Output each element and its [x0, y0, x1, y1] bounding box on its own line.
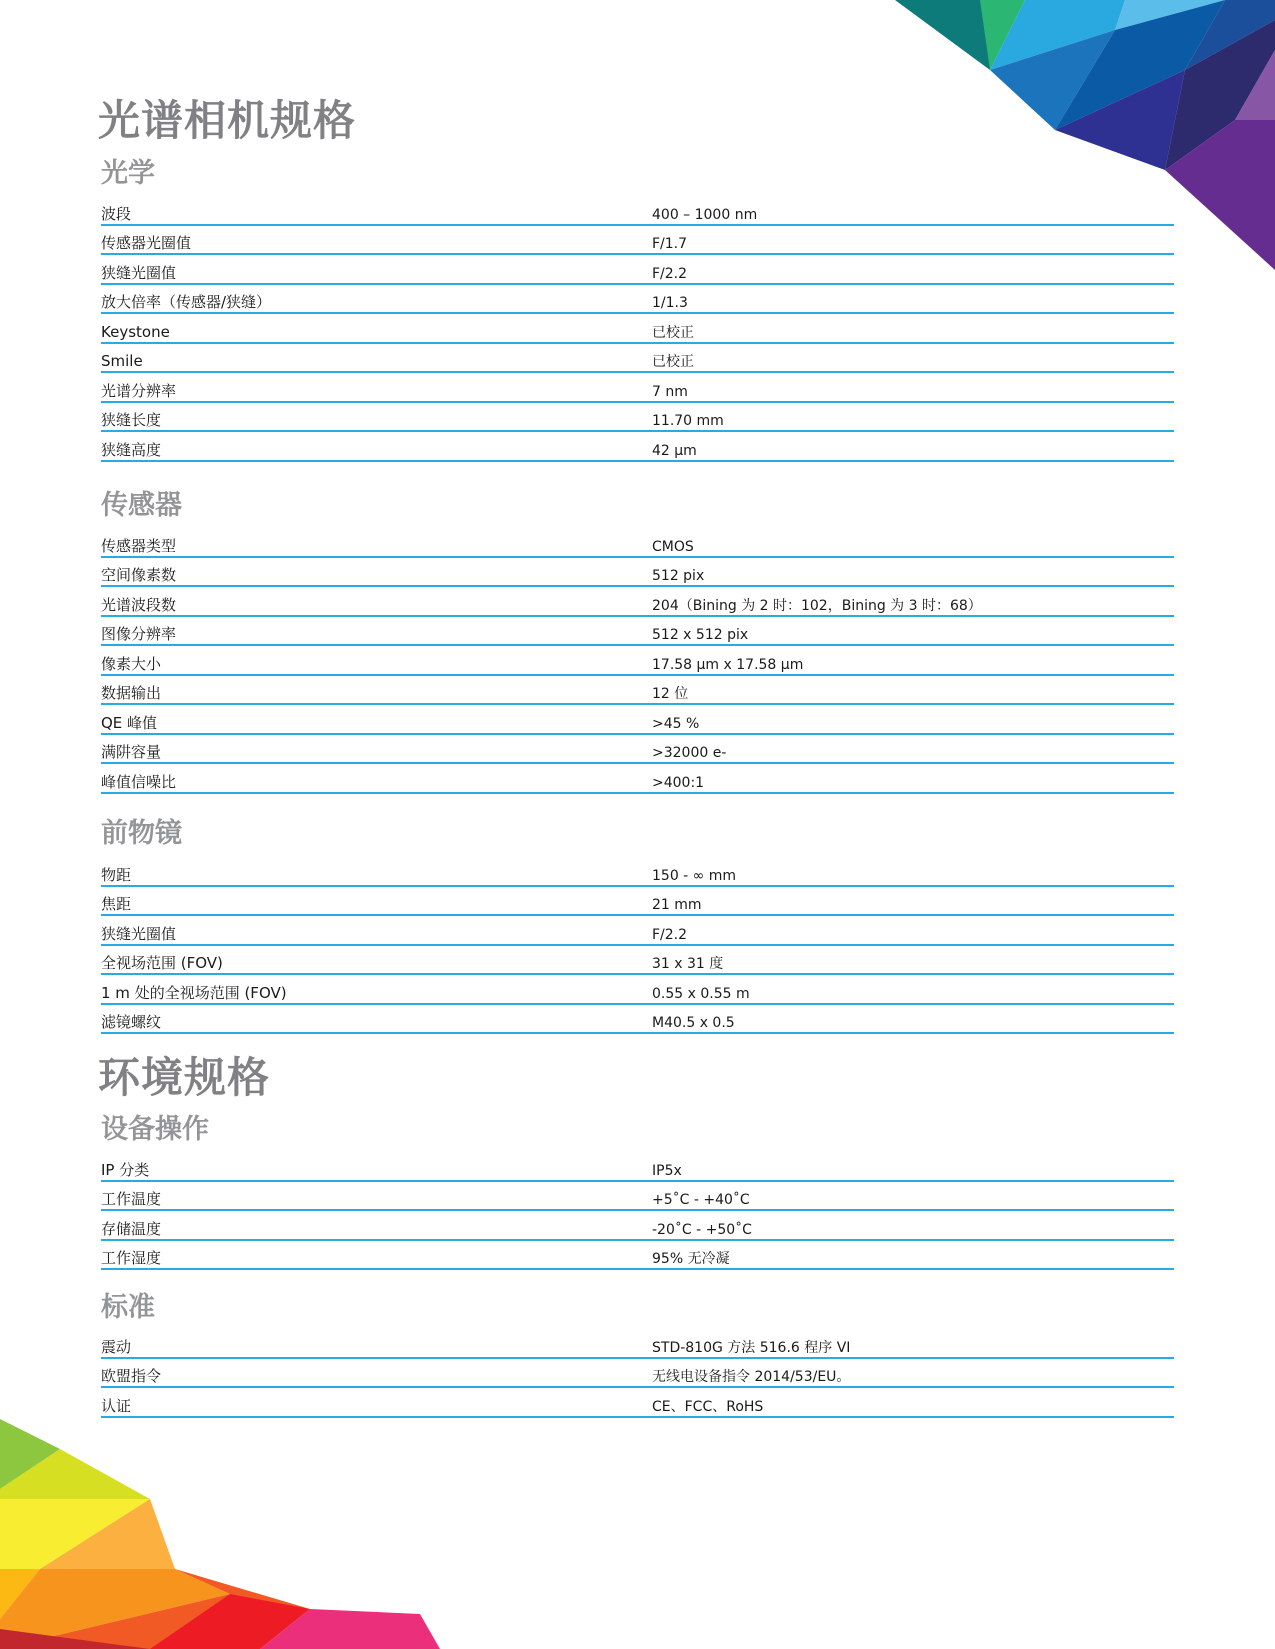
- spec-value: 12 位: [652, 686, 689, 702]
- spec-row: [101, 1388, 1174, 1418]
- spec-label: 物距: [101, 865, 132, 884]
- spec-row: [101, 558, 1174, 588]
- spec-label: 峰值信噪比: [101, 772, 177, 791]
- spec-row: [101, 587, 1174, 617]
- spec-label: 放大倍率（传感器/狭缝）: [101, 293, 272, 311]
- spec-label: 满阱容量: [101, 743, 162, 761]
- spec-label: 空间像素数: [101, 566, 177, 584]
- spec-label: 狭缝高度: [101, 440, 162, 459]
- spec-row: [101, 373, 1174, 403]
- spec-label: 波段: [101, 204, 132, 223]
- spec-row: [101, 285, 1174, 315]
- spec-row: [101, 1359, 1174, 1389]
- spec-label: QE 峰值: [101, 713, 158, 732]
- spec-row: [101, 344, 1174, 374]
- spec-value: -20˚C - +50˚C: [652, 1221, 752, 1238]
- spec-label: 震动: [101, 1337, 132, 1356]
- spec-row: [101, 1241, 1174, 1271]
- spec-label: 传感器光圈值: [101, 234, 192, 252]
- spec-value: M40.5 x 0.5: [652, 1015, 735, 1031]
- spec-label: 狭缝光圈值: [101, 924, 177, 943]
- spec-value: 95% 无冷凝: [652, 1251, 730, 1267]
- spec-row: [101, 528, 1174, 558]
- spec-value: 1/1.3: [652, 295, 688, 311]
- spec-value: 42 µm: [652, 442, 697, 459]
- spec-label: 认证: [101, 1396, 132, 1415]
- spec-row: [101, 887, 1174, 917]
- spec-label: 图像分辨率: [101, 625, 177, 643]
- spec-row: [101, 705, 1174, 735]
- spec-value: IP5x: [652, 1162, 682, 1179]
- spec-label: Keystone: [101, 322, 170, 341]
- spec-label: 狭缝长度: [101, 411, 162, 429]
- spec-value: 0.55 x 0.55 m: [652, 985, 750, 1002]
- spec-label: 传感器类型: [101, 536, 177, 555]
- spec-label: 欧盟指令: [101, 1367, 162, 1385]
- spec-value: 17.58 µm x 17.58 µm: [652, 656, 804, 673]
- spec-row: [101, 975, 1174, 1005]
- spec-label: 狭缝光圈值: [101, 263, 177, 282]
- spec-row: [101, 1329, 1174, 1359]
- spec-row: [101, 1182, 1174, 1212]
- spec-row: [101, 1152, 1174, 1182]
- spec-row: [101, 196, 1174, 226]
- spec-label: 存储温度: [101, 1219, 162, 1238]
- spec-value: 无线电设备指令 2014/53/EU。: [652, 1369, 851, 1385]
- spec-value: 7 nm: [652, 383, 688, 400]
- spec-value: 204（Bining 为 2 时：102，Bining 为 3 时：68）: [652, 597, 982, 614]
- spec-label: 全视场范围 (FOV): [101, 954, 223, 972]
- spec-value: 11.70 mm: [652, 413, 724, 429]
- spec-label: 数据输出: [101, 684, 162, 702]
- spec-row: [101, 255, 1174, 285]
- spec-value: 512 pix: [652, 568, 705, 584]
- spec-value: 31 x 31 度: [652, 956, 724, 972]
- spec-value: 512 x 512 pix: [652, 627, 749, 643]
- spec-value: 已校正: [652, 324, 694, 341]
- spec-value: F/1.7: [652, 236, 688, 252]
- spec-value: +5˚C - +40˚C: [652, 1192, 750, 1208]
- spec-value: >400:1: [652, 774, 705, 791]
- spec-value: 150 - ∞ mm: [652, 867, 737, 884]
- page-title-specs: 光谱相机规格: [98, 96, 357, 145]
- spec-row: [101, 857, 1174, 887]
- spec-row: [101, 403, 1174, 433]
- spec-row: [101, 676, 1174, 706]
- spec-row: [101, 1005, 1174, 1035]
- spec-value: CMOS: [652, 538, 694, 555]
- spec-value: 已校正: [652, 354, 694, 370]
- spec-row: [101, 946, 1174, 976]
- corner-decoration-bottom-left: [0, 1419, 450, 1649]
- spec-row: [101, 432, 1174, 462]
- section-heading-optics: 光学: [101, 158, 155, 189]
- spec-value: F/2.2: [652, 926, 688, 943]
- spec-row: [101, 646, 1174, 676]
- spec-row: [101, 1211, 1174, 1241]
- section-heading-standards: 标准: [101, 1292, 155, 1323]
- spec-value: CE、FCC、RoHS: [652, 1398, 764, 1415]
- spec-value: 400 – 1000 nm: [652, 206, 758, 223]
- spec-value: >32000 e-: [652, 745, 727, 761]
- spec-label: IP 分类: [101, 1160, 150, 1179]
- spec-label: 滤镜螺纹: [101, 1013, 162, 1031]
- spec-label: 1 m 处的全视场范围 (FOV): [101, 983, 287, 1002]
- spec-row: [101, 617, 1174, 647]
- spec-value: >45 %: [652, 715, 700, 732]
- spec-label: 光谱波段数: [101, 595, 177, 614]
- spec-value: STD-810G 方法 516.6 程序 VI: [652, 1339, 851, 1356]
- page-title-environment: 环境规格: [98, 1053, 271, 1102]
- section-heading-operation: 设备操作: [101, 1114, 209, 1145]
- section-heading-lens: 前物镜: [101, 818, 182, 849]
- spec-row: [101, 916, 1174, 946]
- spec-label: 工作温度: [101, 1190, 162, 1208]
- spec-label: 像素大小: [101, 654, 162, 673]
- spec-value: F/2.2: [652, 265, 688, 282]
- spec-label: Smile: [101, 352, 143, 370]
- spec-row: [101, 226, 1174, 256]
- section-heading-sensor: 传感器: [101, 490, 182, 521]
- spec-label: 光谱分辨率: [101, 381, 177, 400]
- spec-row: [101, 314, 1174, 344]
- spec-row: [101, 735, 1174, 765]
- spec-label: 工作湿度: [101, 1249, 162, 1267]
- spec-value: 21 mm: [652, 897, 702, 913]
- spec-row: [101, 764, 1174, 794]
- spec-label: 焦距: [101, 895, 132, 913]
